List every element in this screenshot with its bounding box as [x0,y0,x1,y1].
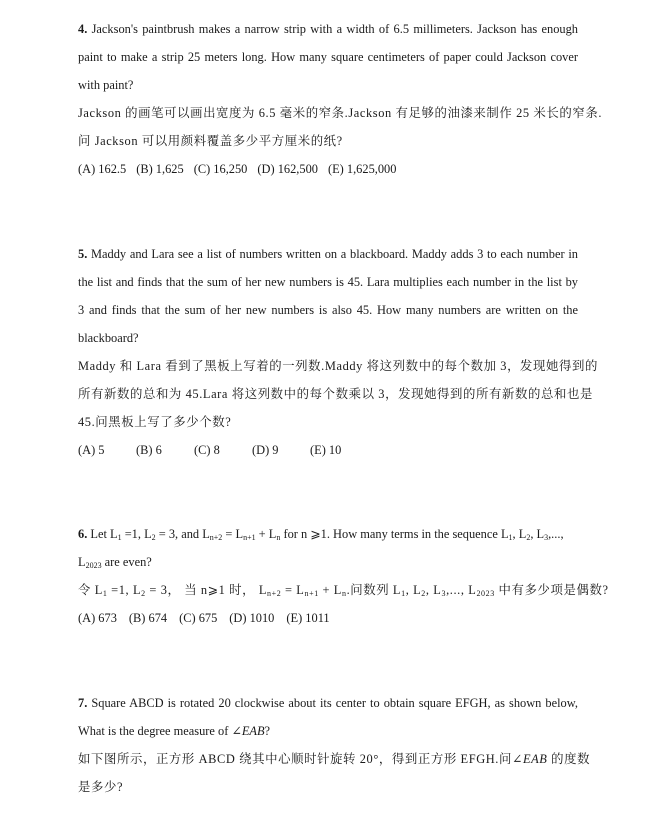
choice-e: (E) 10 [310,443,342,457]
problem-number: 4. [78,22,88,36]
problem-7 [78,689,591,801]
choice-e: (E) 1,625,000 [327,162,397,176]
problem-4-line-1: 4. Jackson's paintbrush makes a narrow strip with a width of 6.5 millimeters. Jackson has enough [78,22,578,36]
problem-5-zh-line-3: 45.问黑板上写了多少个数? [78,415,232,429]
problem-number: 5. [78,247,88,261]
problem-6-line-1: 6. Let $L_1 =1$, $L_2 = 3$, and $L_{n+2} = L_{n+1} + L_n$ for n ⩾1. How many terms in the sequence $L_1$, $L_2$, $L_3$,..., [78,527,564,542]
choice-d: (D) 162,500 [257,162,318,176]
problem-6-choices [78,604,578,632]
problem-7-line-2: What is the degree measure of ∠EAB? [78,724,271,738]
problem-5-zh-line-2: 所有新数的总和为 45.Lara 将这列数中的每个数乘以 3，发现她得到的所有新数的总和也是 [78,387,593,401]
angle-eab: ∠EAB [511,752,548,766]
problem-number: 6. [78,527,88,541]
problem-number: 7. [78,696,88,710]
problem-7-zh-line-1: 如下图所示，正方形 ABCD 绕其中心顺时针旋转 20°，得到正方形 EFGH.问∠EAB 的度数 [78,752,591,766]
problem-5-line-4: blackboard? [78,331,139,345]
problem-4-zh-line-2: 问 Jackson 可以用颜料覆盖多少平方厘米的纸? [78,134,343,148]
problem-5 [78,240,598,464]
problem-6-zh-line-1: 令 $L_1 =1$, $L_2 = 3$， 当 n⩾1 时， $L_{n+2} = L_{n+1} + L_n$.问数列 $L_1$, $L_2$, $L_3$,..., $L_{2023}$ 中有多少项是偶数? [78,583,609,598]
choice-d: (D) 9 [252,443,279,457]
problem-6-line-2: $L_{2023}$ are even? [78,555,152,570]
problem-5-zh-line-1: Maddy 和 Lara 看到了黑板上写着的一列数.Maddy 将这列数中的每个数加 3，发现她得到的 [78,359,598,373]
problem-5-choices [78,436,578,464]
choice-d: (D) 1010 [229,611,275,625]
problem-7-line-1: 7. Square ABCD is rotated 20 clockwise about its center to obtain square EFGH, as shown below, [78,696,578,710]
choice-a: (A) 5 [78,443,105,457]
problem-5-line-2: the list and finds that the sum of her new numbers is 45. Lara multiplies each number in the list by [78,275,578,289]
problem-4-line-2: paint to make a strip 25 meters long. How many square centimeters of paper could Jackson cover [78,50,578,64]
problem-4 [78,15,603,183]
choice-c: (C) 16,250 [193,162,248,176]
problem-6 [78,520,609,632]
choice-a: (A) 673 [78,611,117,625]
choice-b: (B) 6 [136,443,162,457]
choice-a: (A) 162.5 [78,162,127,176]
choice-c: (C) 675 [179,611,218,625]
problem-5-line-1: 5. Maddy and Lara see a list of numbers written on a blackboard. Maddy adds 3 to each number in [78,247,578,261]
choice-e: (E) 1011 [286,611,330,625]
choice-b: (B) 1,625 [136,162,184,176]
choice-c: (C) 8 [194,443,220,457]
angle-eab: ∠EAB [231,724,265,738]
problem-4-choices [78,155,578,183]
problem-4-zh-line-1: Jackson 的画笔可以画出宽度为 6.5 毫米的窄条.Jackson 有足够的油漆来制作 25 米长的窄条. [78,106,603,120]
problem-5-line-3: 3 and finds that the sum of her new numbers is also 45. How many numbers are written on the [78,303,578,317]
problem-4-line-3: with paint? [78,78,134,92]
choice-b: (B) 674 [128,611,168,625]
problem-7-zh-line-2: 是多少? [78,780,124,794]
